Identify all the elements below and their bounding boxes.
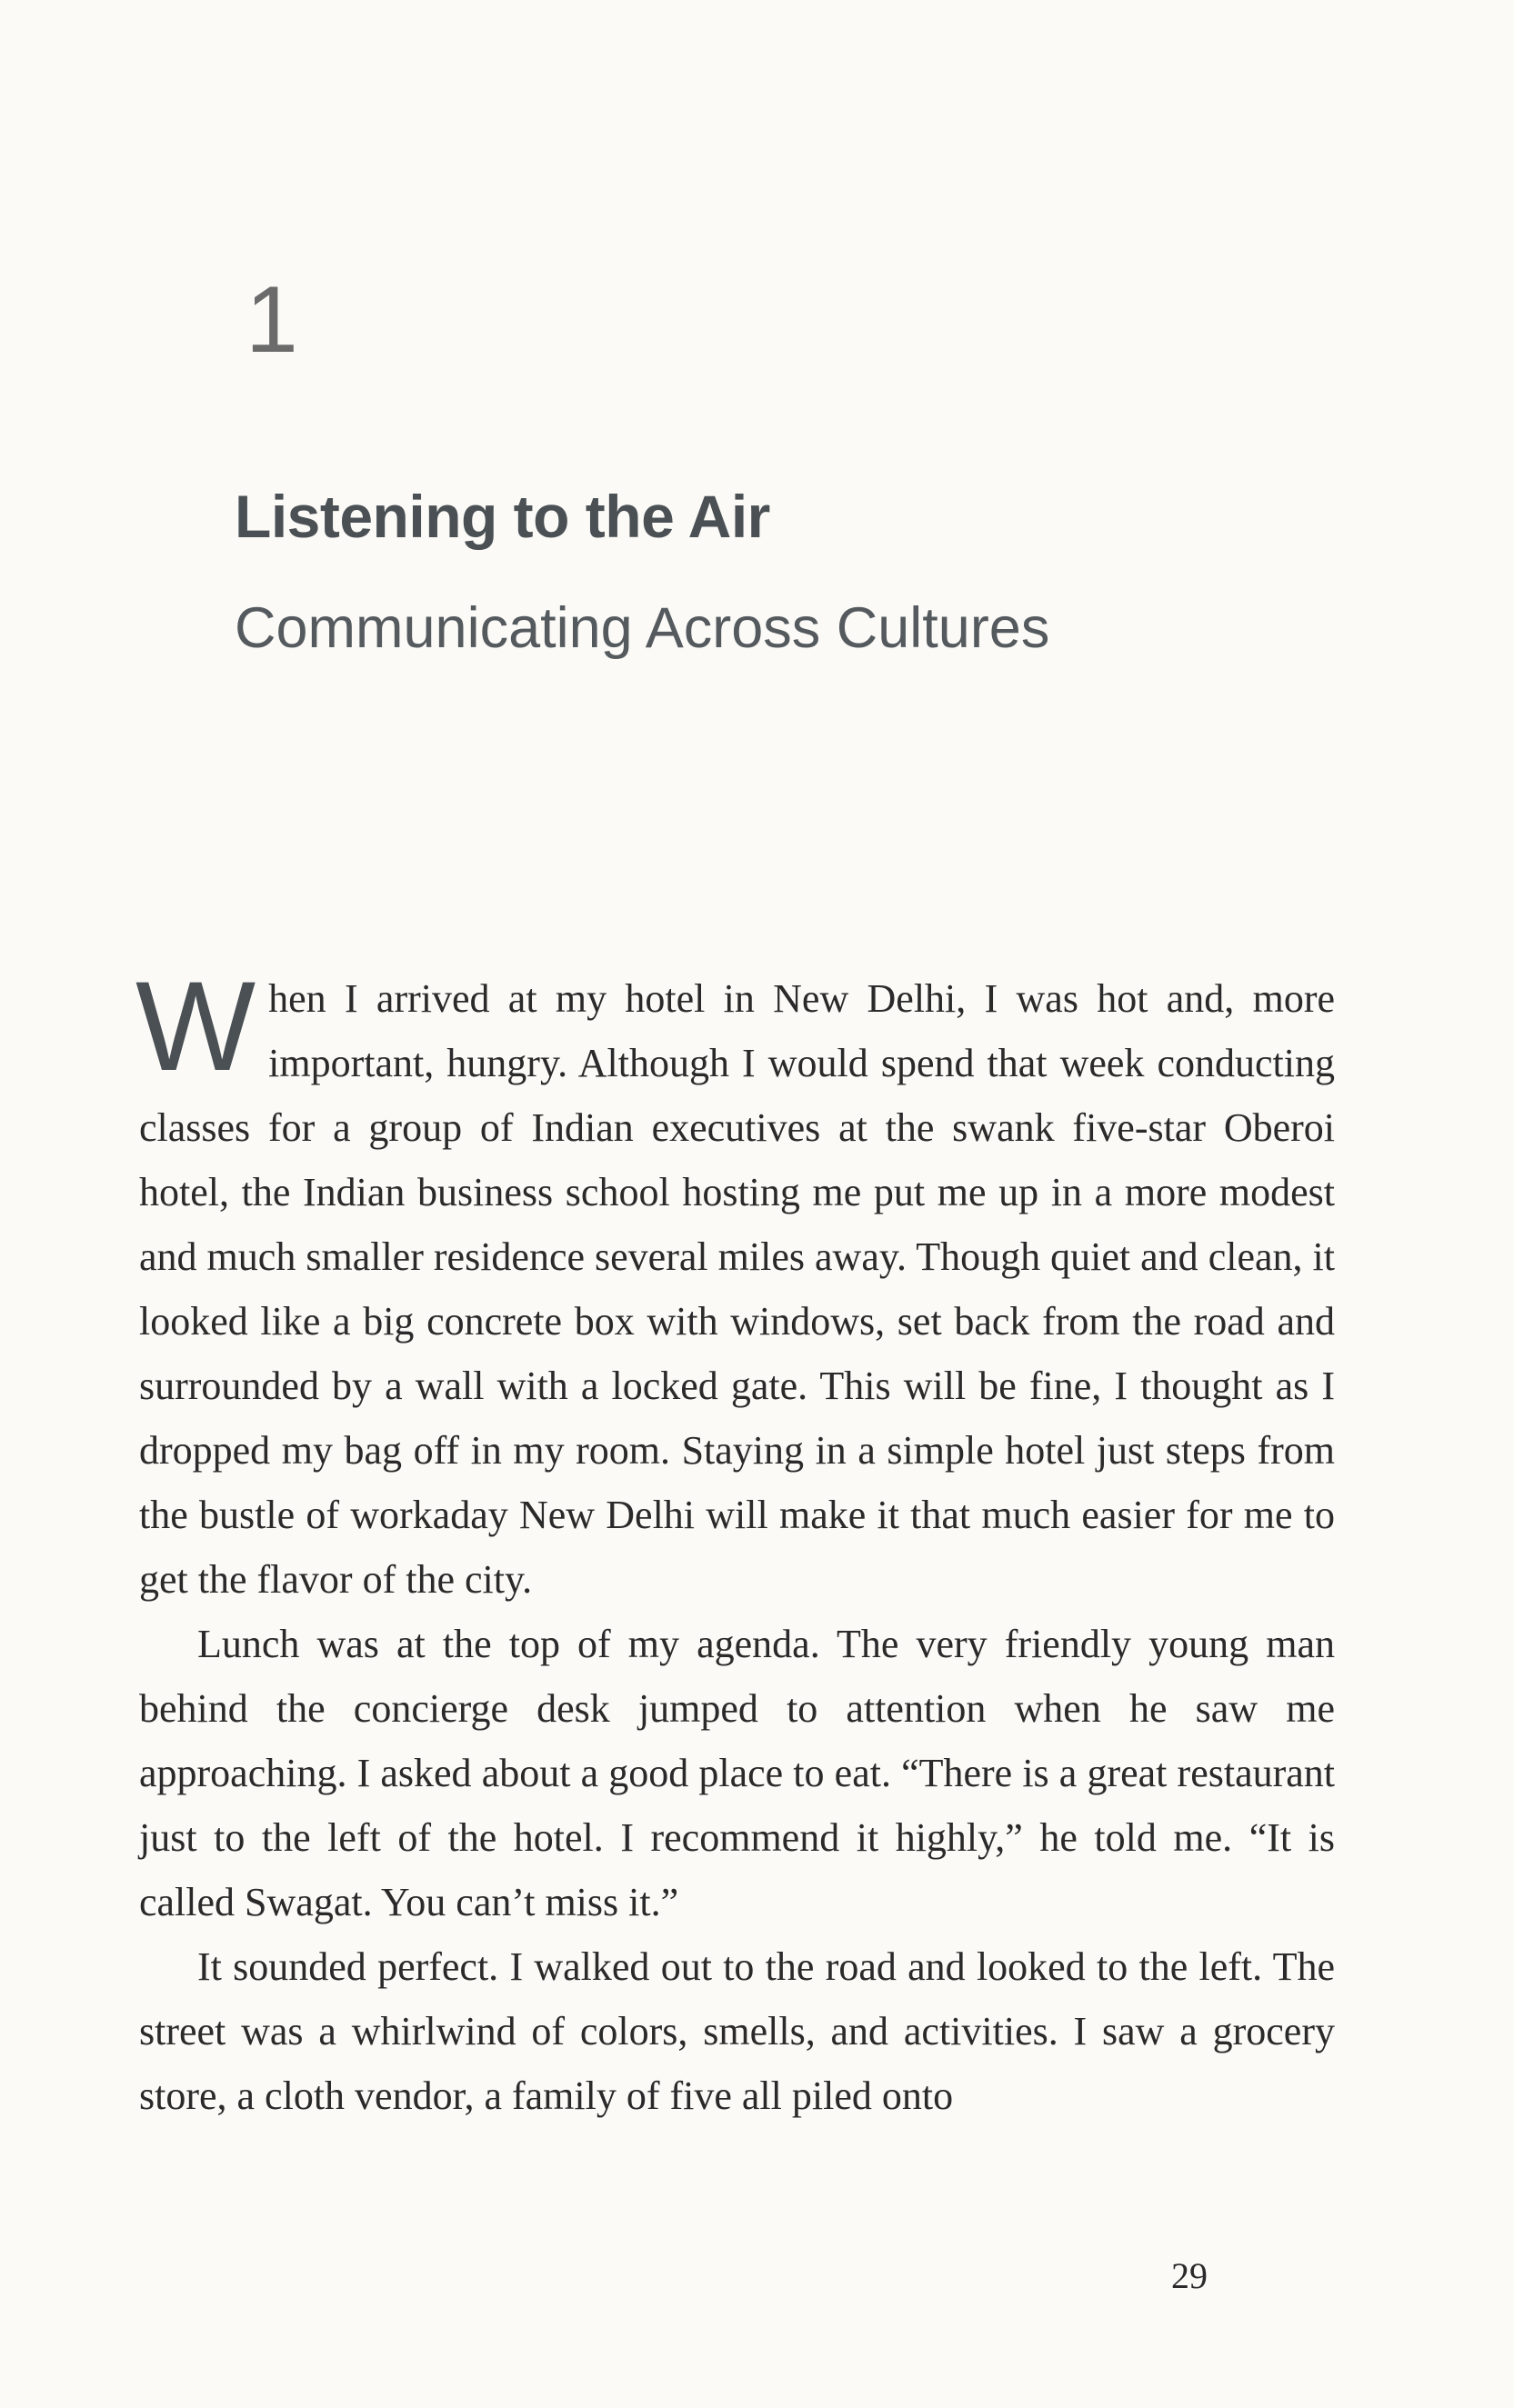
chapter-subtitle: Communicating Across Cultures — [235, 596, 1050, 660]
body-text — [135, 954, 1335, 2128]
paragraph-2: Lunch was at the top of my agenda. The very friendly young man behind the concierge desk jumped to attention when he saw me approaching. I asked about a good place to eat. “There is a great restaurant just to the left of the hotel. I recommend it highly,” he told me. “It is called Swagat. You can’t miss it.” — [139, 1622, 1335, 1924]
paragraph-1-text: hen I arrived at my hotel in New Delhi, I was hot and, more important, hungry. Although I would spend that week conducting classes for a group of Indian executives at the swank five-star Oberoi hotel, the Indian business school hosting me put me up in a more modest and much smaller residence several miles away. Though quiet and clean, it looked like a big concrete box with windows, set back from the road and surrounded by a wall with a locked gate. This will be fine, I thought as I dropped my bag off in my room. Staying in a simple hotel just steps from the bustle of workaday New Delhi will make it that much easier for me to get the flavor of the city. — [139, 976, 1335, 1602]
paragraph-3: It sounded perfect. I walked out to the road and looked to the left. The street was a whirlwind of colors, smells, and activities. I saw a grocery store, a cloth vendor, a family of five all piled onto — [139, 1944, 1335, 2118]
chapter-title: Listening to the Air — [235, 483, 770, 550]
drop-cap: W — [135, 954, 256, 1097]
paragraph-1 — [135, 954, 1335, 1612]
chapter-number: 1 — [246, 267, 298, 373]
page-number: 29 — [1171, 2255, 1208, 2296]
